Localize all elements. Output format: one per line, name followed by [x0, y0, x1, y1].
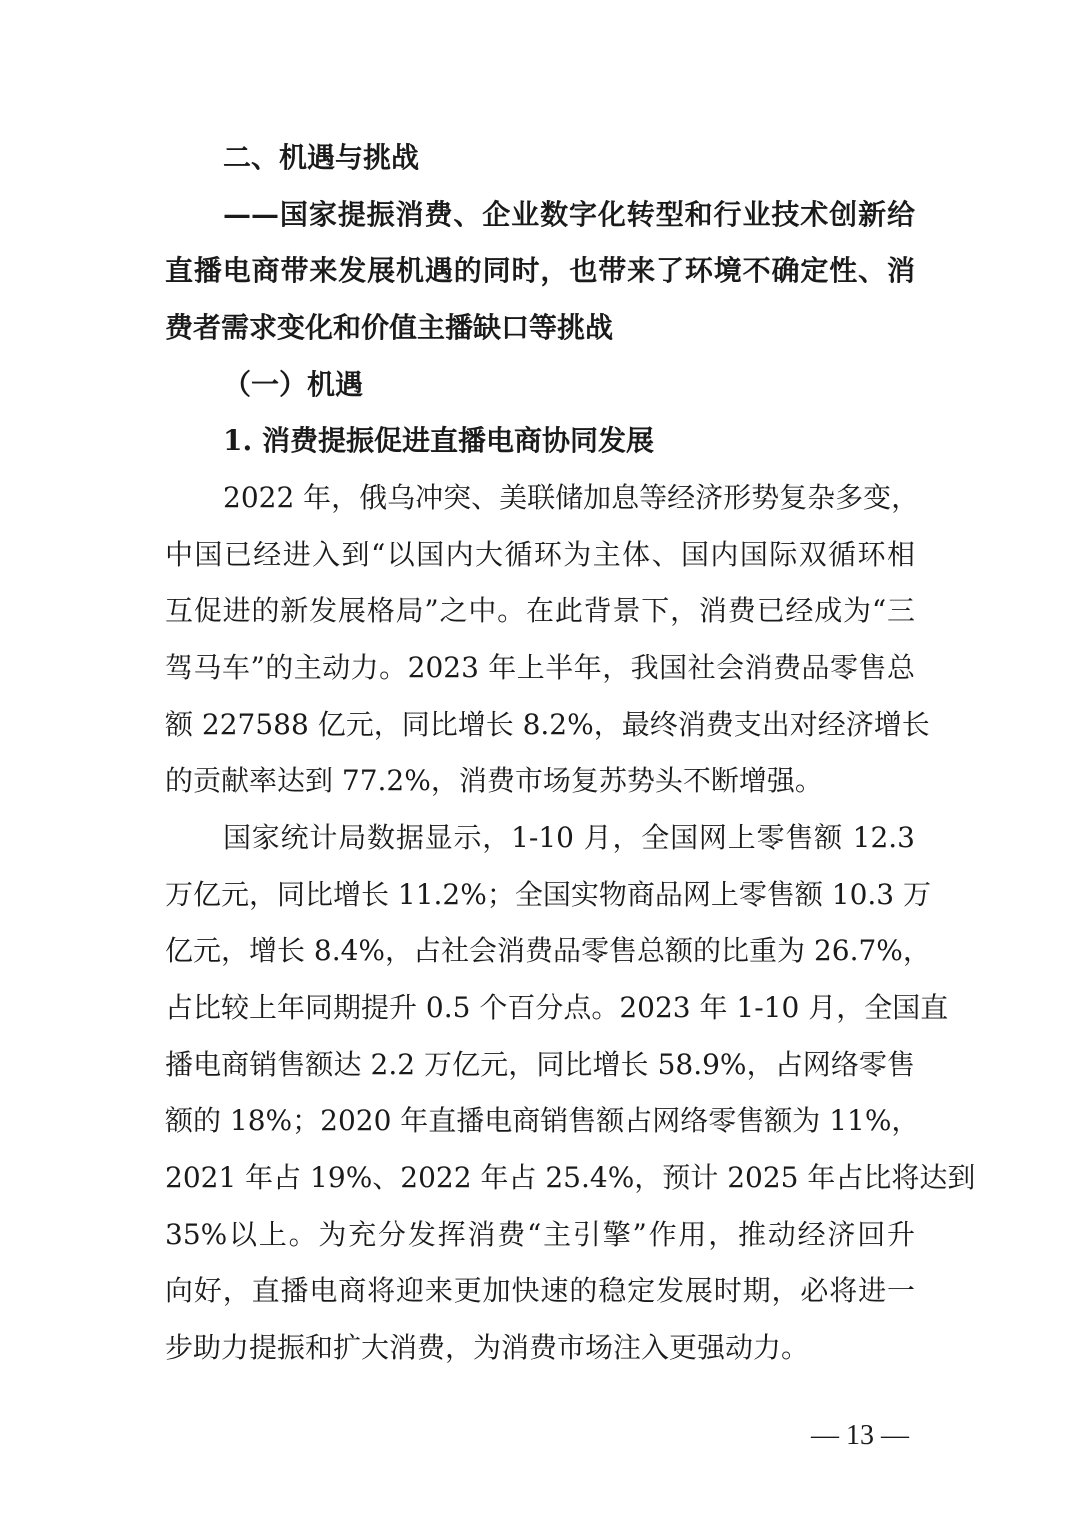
paragraph-line: 国家统计局数据显示，1-10 月，全国网上零售额 12.3 [223, 821, 915, 854]
paragraph-line: 2022 年，俄乌冲突、美联储加息等经济形势复杂多变， [223, 481, 920, 514]
summary-line: 直播电商带来发展机遇的同时，也带来了环境不确定性、消 [165, 254, 915, 287]
paragraph-line: 2021 年占 19%、2022 年占 25.4%，预计 2025 年占比将达到 [165, 1161, 976, 1194]
paragraph-line: 驾马车”的主动力。2023 年上半年，我国社会消费品零售总 [165, 651, 915, 684]
page-number: — 13 — [811, 1420, 909, 1451]
paragraph-line: 播电商销售额达 2.2 万亿元，同比增长 58.9%，占网络零售 [165, 1048, 915, 1081]
summary-line: ——国家提振消费、企业数字化转型和行业技术创新给 [223, 198, 915, 231]
paragraph-line: 步助力提振和扩大消费，为消费市场注入更强动力。 [165, 1331, 810, 1364]
paragraph-line: 亿元，增长 8.4%，占社会消费品零售总额的比重为 26.7%， [165, 934, 931, 967]
paragraph-line: 万亿元，同比增长 11.2%；全国实物商品网上零售额 10.3 万 [165, 878, 931, 911]
paragraph-line: 中国已经进入到“以国内大循环为主体、国内国际双循环相 [165, 538, 915, 571]
paragraph-line: 互促进的新发展格局”之中。在此背景下，消费已经成为“三 [165, 594, 915, 627]
section-heading: 二、机遇与挑战 [223, 141, 420, 174]
paragraph-line: 35%以上。为充分发挥消费“主引擎”作用，推动经济回升 [165, 1218, 915, 1251]
paragraph-line: 的贡献率达到 77.2%，消费市场复苏势头不断增强。 [165, 764, 823, 797]
summary-line: 费者需求变化和价值主播缺口等挑战 [165, 311, 614, 344]
item-heading: 1. 消费提振促进直播电商协同发展 [223, 424, 654, 457]
paragraph-line: 额 227588 亿元，同比增长 8.2%，最终消费支出对经济增长 [165, 708, 930, 741]
subsection-heading: （一）机遇 [223, 368, 364, 401]
paragraph-line: 占比较上年同期提升 0.5 个百分点。2023 年 1-10 月，全国直 [165, 991, 949, 1024]
paragraph-line: 向好，直播电商将迎来更加快速的稳定发展时期，必将进一 [165, 1274, 915, 1307]
paragraph-line: 额的 18%；2020 年直播电商销售额占网络零售额为 11%， [165, 1104, 920, 1137]
